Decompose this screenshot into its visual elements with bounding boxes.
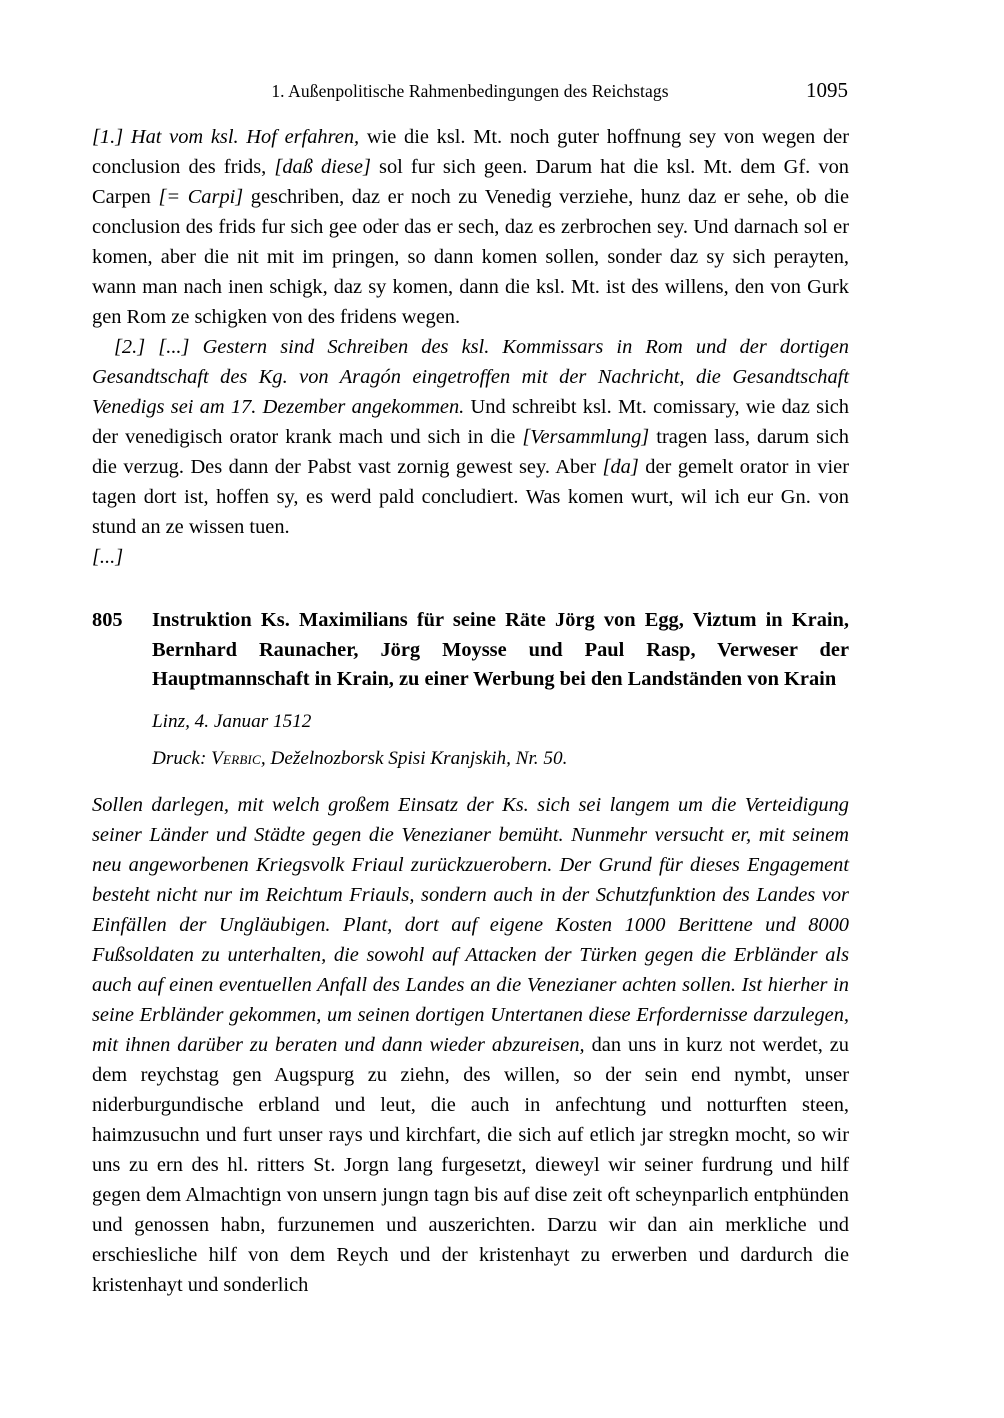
paragraph-1-bracket-1: [daß diese] [274,156,371,178]
ellipsis-marker: [...] [92,546,124,568]
paragraph-1-text-b: sol fur sich geen. Darum hat die ksl. Mt. dem Gf. von Carpen [92,156,849,208]
source-reference: , Deželnozborsk Spisi Kranjskih, Nr. 50. [260,747,568,769]
regest-transcript: dan uns in kurz not werdet, zu dem reychstag gen Augspurg zu ziehn, des willen, so der sein end nymbt, unser niderburgundische erbland und leut, die auch in anfechtung und notturften steen, haimzusuchn und furt unser rays und kirchfart, die sich auf etlich jar stregkn mocht, so wir uns zu ern des hl. ritters St. Jorgn lang furgesetzt, dieweyl wir seiner furdrung und hilf gegen dem Almachtign von unsern jungn tagn bis auf dise zeit oft scheynparlich entphünden und genossen habn, furzunemen und auszerichten. Darzu wir dan ain merkliche und erschiesliche hilf von dem Reych und der kristenhayt zu erwerben und dardurch die kristenhayt und sonderlich [92,1033,849,1296]
document-title: Instruktion Ks. Maximilians für seine Räte Jörg von Egg, Viztum in Krain, Bernhard Raunacher, Jörg Moysse und Paul Rasp, Verweser der Hauptmannschaft in Krain, zu einer Werbung bei den Landständen von Krain [152,609,849,690]
document-source [152,746,849,772]
paragraph-1-text-a: wie die ksl. Mt. noch guter hoffnung sey von wegen der conclusion des frids, [92,126,849,178]
source-author: Verbic [211,747,261,769]
paragraph-1-text-c: geschriben, daz er noch zu Venedig verziehe, hunz daz er sehe, ob die conclusion des frids fur sich gee oder das er sech, daz es zerbrochen sey. Und darnach sol er komen, aber die nit mit im pringen, so dann komen sollen, sonder daz sy sich perayten, wann man nach inen schigk, daz sy komen, dann die ksl. Mt. ist des willens, den von Gurk gen Rom ze schigken von des fridens wegen. [92,186,849,328]
paragraph-1-bracket-2: [= Carpi] [158,186,244,208]
paragraph-2-bracket-2: [da] [602,456,639,478]
running-header [92,78,848,104]
page-number: 1095 [806,78,848,102]
regest-block [92,790,849,1300]
paragraph-2-text-c: der gemelt orator in vier tagen dort ist, hoffen sy, es werd pald concludiert. Was komen wurt, wil ich eur Gn. von stund an ze wissen tuen. [92,456,850,538]
regest-paragraph [92,790,849,1300]
paragraph-2-text-a: Und schreibt ksl. Mt. comissary, wie daz sich der venedigisch orator krank mach und sich in die [92,396,849,448]
document-number: 805 [92,609,123,631]
paragraph-2-text-b: tragen lass, darum sich die verzug. Des dann der Pabst vast zornig gewest sey. Aber [92,426,849,478]
paragraph-2 [92,332,849,542]
document-heading [92,606,849,695]
regest-summary: Sollen darlegen, mit welch großem Einsatz der Ks. sich sei langem um die Verteidigung seiner Länder und Städte gegen die Venezianer bemüht. Nunmehr versucht er, mit seinem neu angeworbenen Kriegsvolk Friaul zurückzuerobern. Der Grund für dieses Engagement besteht nicht nur im Reichtum Friauls, sondern auch in der Schutzfunktion des Landes vor Einfällen der Ungläubigen. Plant, dort auf eigene Kosten 1000 Berittene und 8000 Fußsoldaten zu unterhalten, die sowohl auf Attacken der Türken gegen die Erbländer als auch auf einen eventuellen Anfall des Landes an die Venezianer achten sollen. Ist hierher in seine Erbländer gekommen, um seinen dortigen Untertanen diese Erfordernisse darzulegen, mit ihnen darüber zu beraten und dann wieder abzureisen, [92,793,849,1056]
paragraph-1 [92,122,849,332]
source-label: Druck: [152,747,207,769]
document-date-place: Linz, 4. Januar 1512 [152,710,312,732]
paragraph-2-ellipsis [92,542,849,572]
paragraph-2-bracket-1: [Versammlung] [522,426,650,448]
running-header-title: 1. Außenpolitische Rahmenbedingungen des Reichstags [271,81,669,101]
paragraph-1-lead: [1.] Hat vom ksl. Hof erfahren, [92,126,360,148]
paragraph-2-lead: [2.] [...] Gestern sind Schreiben des ksl. Kommissars in Rom und der dortigen Gesandtschaft des Kg. von Aragón eingetroffen mit der Nachricht, die Gesandtschaft Venedigs sei am 17. Dezember angekommen. [92,336,849,418]
page-body [92,122,849,1300]
